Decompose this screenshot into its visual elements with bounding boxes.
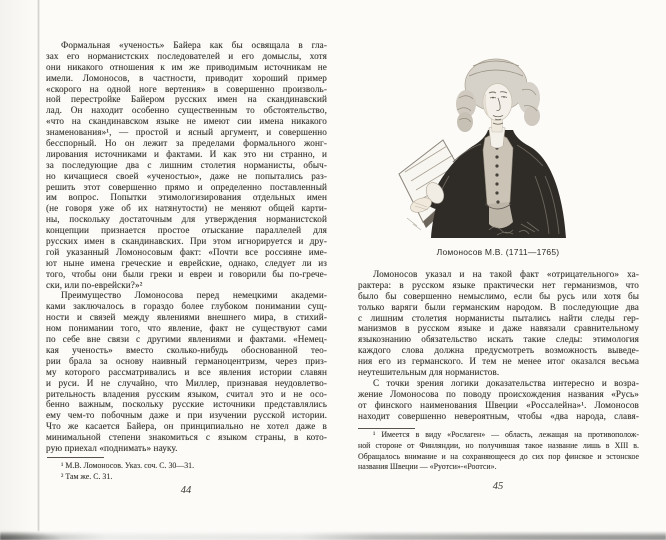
text-line: рительность владения русским языком, считал это и не осо- — [46, 388, 327, 399]
text-line: концепции признается простое отыскание параллелей для — [46, 225, 327, 236]
text-line: ему чем-то побочным даже и при изучении русской истории. — [46, 410, 327, 421]
paragraph — [46, 290, 327, 453]
text-line: лад. Он находит особенно существенным то обстоятельство, — [46, 105, 327, 116]
text-line: зах его норманистских последователей и его домыслы, хотя — [46, 50, 327, 61]
left-page-footnotes — [46, 461, 327, 483]
page-number-left: 44 — [180, 485, 192, 496]
text-line: и руси. И не случайно, что Миллер, признавая неудовлетво- — [46, 377, 327, 388]
text-line: только варяги были германским народом. В последующие два — [358, 301, 639, 312]
paragraph — [46, 40, 327, 290]
text-line: но кичащиеся своей «ученостью», даже не попытались раз- — [46, 170, 327, 181]
text-line: Что же касается Байера, он принципиально не хотел даже в — [46, 421, 327, 432]
text-line: ками заключалось в гораздо более глубоком понимании сущ- — [46, 301, 327, 312]
text-line: рии брала за основу наивный германоцентризм, через приз- — [46, 355, 327, 366]
text-line: неутешительным для норманистов. — [358, 367, 500, 378]
text-line: ния его из германского. И тем не менее итог оказался весьма — [358, 356, 639, 367]
text-line: бенно важным, поскольку русские источники представлялись — [46, 399, 327, 410]
scan-bottom-shadow — [0, 531, 666, 540]
right-page-body — [358, 269, 639, 421]
text-line: рую приехал «поднимать» науку. — [46, 442, 178, 453]
text-line: от финского наименования Швеции «Россалейна»¹. Ломоносов — [358, 399, 639, 410]
text-line: ски, или по-еврейски?»² — [46, 279, 143, 290]
footnote-line: ² Там же. С. 31. — [61, 471, 113, 481]
footnote-line: ¹ М.В. Ломоносов. Указ. соч. С. 30—31. — [61, 461, 195, 470]
text-line: ности и связей между явлениями внешнего мира, в стихий- — [46, 312, 327, 323]
text-line: им вопрос. Попытки этимологизирования отдельных имен — [46, 192, 327, 203]
footnote-rule — [358, 428, 415, 429]
text-line: Преимущество Ломоносова перед немецкими академи- — [61, 290, 327, 301]
text-line: за последующие два с лишним столетия норманисты, обыч- — [46, 159, 327, 170]
footnote-line: ¹ Имеется в виду «Рослаген» — область, лежащая на противополож- — [373, 430, 639, 439]
text-line: Формальная «ученость» Байера как бы освящала в гла- — [61, 40, 327, 50]
footnote-line: Обращалось внимание и на сохраняющееся до сих пор финское и эстонское — [358, 451, 639, 461]
text-line: ют ныне имена греческие и еврейские, однако, следует ли из — [46, 257, 327, 268]
text-line: ной перестройке Байером русских имен на скандинавский — [46, 94, 327, 105]
illustration-caption: Ломоносов М.В. (1711—1765) — [436, 247, 560, 257]
text-line: находит совершенно невероятным, чтобы «два народа, славя- — [358, 410, 639, 421]
text-line: русских имен в скандинавских. При этом игнорируется и дру- — [46, 236, 327, 247]
text-line: С точки зрения логики доказательства интересно и возра- — [373, 377, 639, 388]
text-line: Ломоносов указал и на такой факт «отрицательного» ха- — [373, 269, 639, 279]
text-line: минимальной степени знакомиться с языком страны, в кото- — [46, 432, 327, 443]
text-line: кая ученость» вместо сколько-нибудь обоснованной тео- — [46, 344, 327, 355]
scan-corner-smudge — [0, 531, 60, 540]
right-page-footnotes — [358, 430, 639, 473]
text-line: по себе вне связи с другими явлениями и фактами. «Немец- — [46, 334, 327, 345]
text-line: «что на скандинавском языке не имеют сии имена никакого — [46, 116, 327, 127]
page-edge-line — [37, 0, 40, 540]
paragraph — [358, 269, 639, 378]
text-line: знаменования»¹, — простой и ясный аргумент, и совершенно — [46, 127, 327, 138]
text-line: (не говоря уже об их натянутости) не меняют общей карти- — [46, 203, 327, 214]
page-edge-tint — [0, 0, 37, 540]
text-line: они никакого отношения к им же приводимым источникам не — [46, 61, 327, 72]
footnote-line: ной стороне от Финляндии, но получившая такое название лишь в XIII в. — [358, 440, 639, 450]
text-line: рактера: в русском языке практически нет германизмов, что — [358, 279, 639, 290]
text-line: му которого рассматривались и все явления истории славян — [46, 366, 327, 377]
lomonosov-portrait-engraving — [393, 54, 568, 238]
text-line: лирования источниками и фактами. И как это ни странно, и — [46, 148, 327, 159]
text-line: каждого слова должна предусмотреть возможность выведе- — [358, 345, 639, 356]
paragraph — [358, 378, 639, 422]
text-line: имели. Ломоносов, в частности, приводит хороший пример — [46, 72, 327, 83]
text-line: решить этот совершенно прямо и определенно поставленный — [46, 181, 327, 192]
text-line: манизмов в русском языке и даже навязали сравнительному — [358, 323, 639, 334]
text-line: было бы совершенно немыслимо, если бы русь или хотя бы — [358, 290, 639, 301]
text-line: бесспорный. Но он лежит за пределами формального жонг- — [46, 138, 327, 149]
text-line: ны, поскольку достаточным для утверждения норманистской — [46, 214, 327, 225]
face — [483, 84, 512, 125]
footnote-rule — [47, 457, 104, 458]
text-line: гой указанный Ломоносовым факт: «Почти все россияне име- — [46, 246, 327, 257]
text-line: «скорого на одной ноге вертения» в совершенно произволь- — [46, 83, 327, 94]
footnote-line: названия Швеции — «Руотси»-«Роотси». — [358, 462, 497, 472]
page-number-right: 45 — [492, 481, 504, 492]
text-line: жение Ломоносова по поводу происхождения названия «Русь» — [358, 388, 639, 399]
text-line: с лишним столетия норманисты пытались найти следы гер- — [358, 312, 639, 323]
text-line: того, чтобы они были греки и евреи и говорили бы по-грече- — [46, 268, 327, 279]
left-page-body — [46, 40, 327, 454]
text-line: ном понимании того, что явление, факт не существуют сами — [46, 323, 327, 334]
text-line: языкознанию обязательство искать такие следы: этимология — [358, 334, 639, 345]
